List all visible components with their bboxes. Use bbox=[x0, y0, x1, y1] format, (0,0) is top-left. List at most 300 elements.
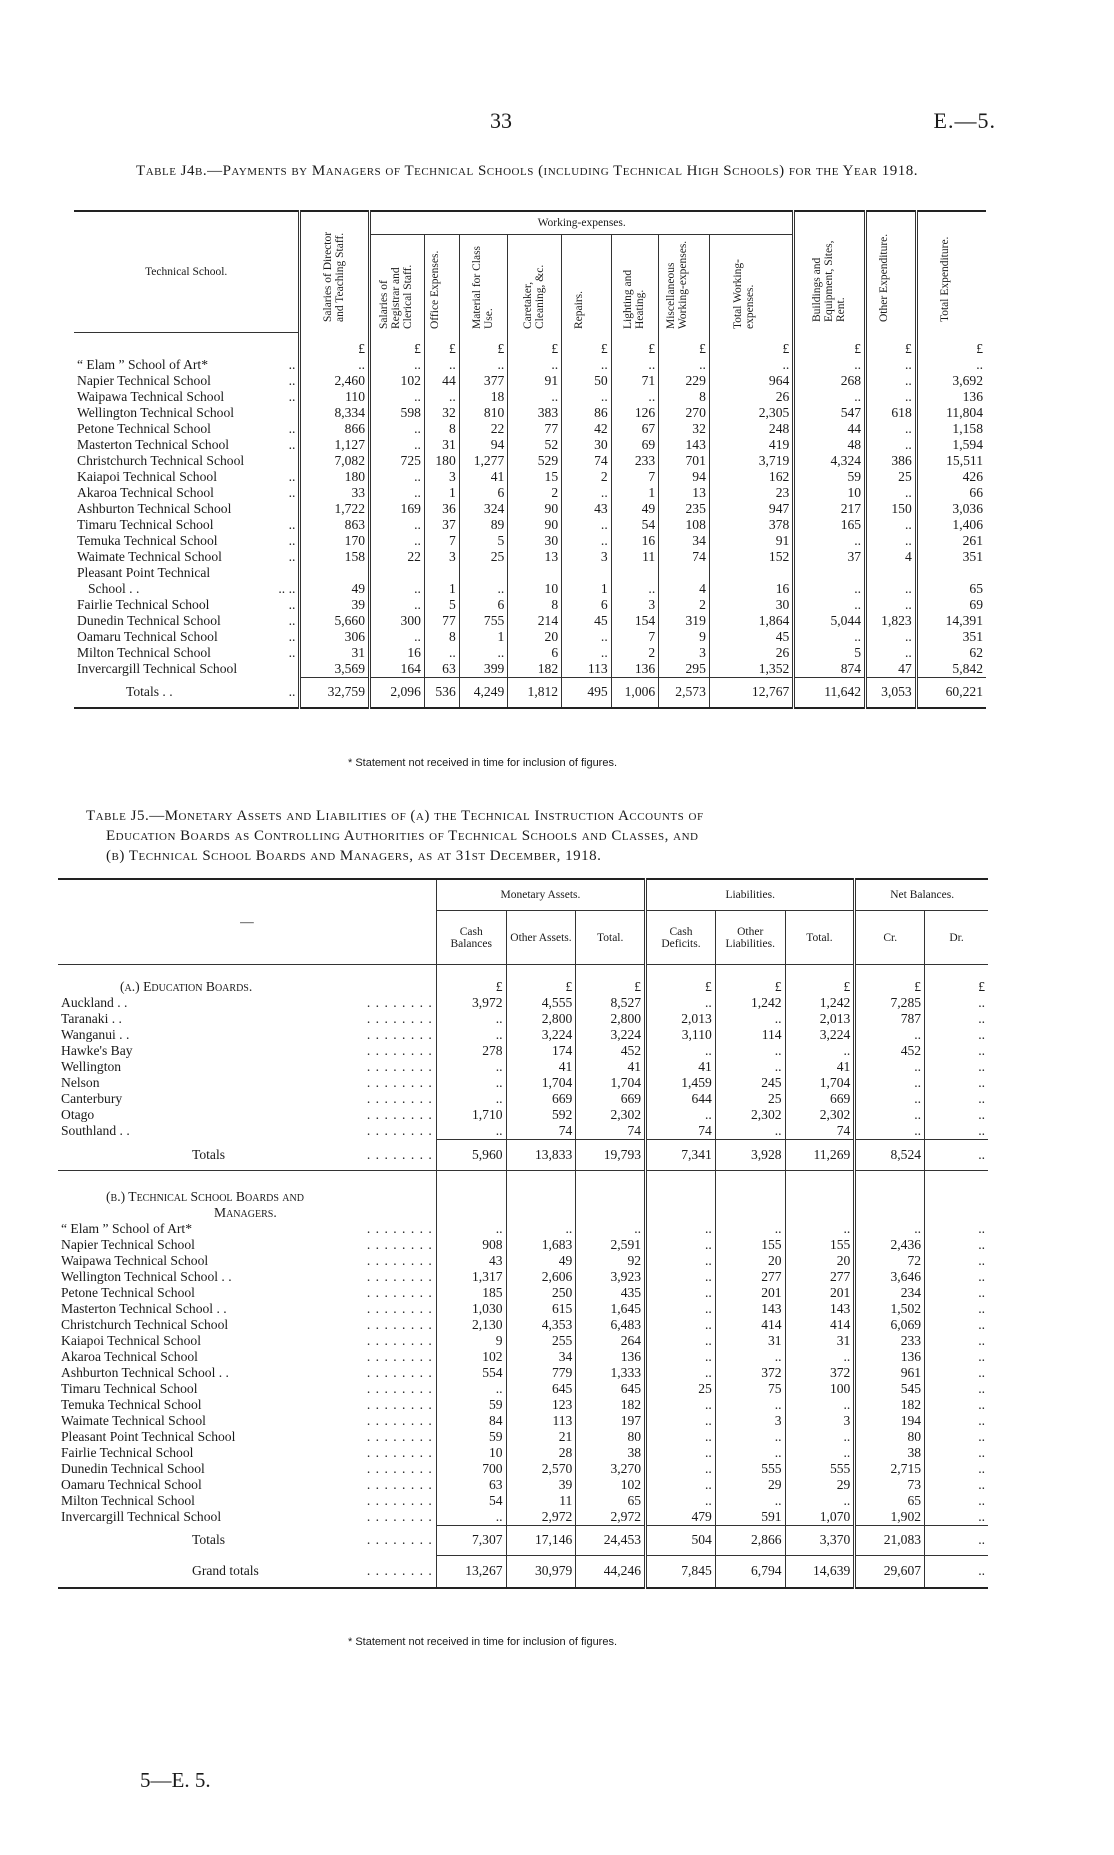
school-name bbox=[74, 661, 300, 678]
cell-value: .. bbox=[508, 389, 562, 405]
cell-value: 2 bbox=[562, 469, 612, 485]
cell-value: 143 bbox=[785, 1301, 855, 1317]
cell-value: 77 bbox=[424, 613, 459, 629]
cell-value: .. bbox=[925, 1269, 988, 1285]
cell-value: 155 bbox=[785, 1237, 855, 1253]
cell-value: 31 bbox=[424, 437, 459, 453]
cell-value: .. bbox=[925, 1381, 988, 1397]
cell-value: 197 bbox=[576, 1413, 646, 1429]
cell-value: 2 bbox=[611, 645, 659, 661]
currency-symbol: £ bbox=[709, 333, 793, 357]
leader-dots: .. bbox=[288, 596, 296, 612]
leader-dots: .. bbox=[288, 372, 296, 388]
table-row bbox=[58, 1107, 988, 1123]
school-name-text: Pleasant Point Technical bbox=[77, 564, 211, 580]
cell-value: 1,704 bbox=[576, 1075, 646, 1091]
cell-value: 169 bbox=[370, 501, 425, 517]
leader-dots: . . . . . . . . bbox=[366, 1563, 433, 1578]
row-label-text: Oamaru Technical School bbox=[61, 1476, 202, 1492]
cell-value: 669 bbox=[506, 1091, 576, 1107]
cell-value: 182 bbox=[576, 1397, 646, 1413]
cell-value: 24,453 bbox=[576, 1525, 646, 1555]
currency-symbol: £ bbox=[611, 333, 659, 357]
monetary-assets-header: Monetary Assets. bbox=[436, 879, 645, 911]
cell-value: .. bbox=[794, 389, 866, 405]
cell-value: 452 bbox=[855, 1043, 925, 1059]
cell-value: 10 bbox=[436, 1445, 506, 1461]
school-name-text: Masterton Technical School bbox=[77, 436, 230, 452]
cell-value: .. bbox=[715, 1493, 785, 1509]
cell-value: 45 bbox=[709, 629, 793, 645]
leader-dots: . . . . . . . . bbox=[366, 1316, 433, 1332]
leader-dots: . . . . . . . . bbox=[366, 1460, 433, 1476]
cell-value: 618 bbox=[866, 405, 917, 421]
total-value: 2,573 bbox=[659, 677, 710, 708]
cell-value: 5,044 bbox=[794, 613, 866, 629]
table-row bbox=[58, 1429, 988, 1445]
cell-value: 2,800 bbox=[506, 1011, 576, 1027]
cell-value: .. bbox=[925, 1011, 988, 1027]
cell-value: .. bbox=[646, 1253, 716, 1269]
cell-value: 863 bbox=[300, 517, 370, 533]
cell-value: .. bbox=[866, 629, 917, 645]
leader-dots: .. bbox=[288, 436, 296, 452]
cell-value: .. bbox=[646, 1477, 716, 1493]
cell-value: 235 bbox=[659, 501, 710, 517]
row-label-text: Napier Technical School bbox=[61, 1236, 195, 1252]
cell-value: 669 bbox=[576, 1091, 646, 1107]
cell-value: .. bbox=[508, 357, 562, 373]
table-row bbox=[58, 1091, 988, 1107]
table-row bbox=[74, 501, 986, 517]
cell-value: 545 bbox=[855, 1381, 925, 1397]
school-name bbox=[74, 581, 300, 597]
cell-value: 7 bbox=[424, 533, 459, 549]
cell-value: 3,224 bbox=[785, 1027, 855, 1043]
cell-value: 261 bbox=[916, 533, 986, 549]
table-row bbox=[74, 661, 986, 678]
cell-value: 48 bbox=[794, 437, 866, 453]
leader-dots: . . . . . . . . bbox=[366, 1532, 433, 1547]
cell-value: 180 bbox=[424, 453, 459, 469]
currency-symbol: £ bbox=[436, 965, 506, 996]
cell-value: 20 bbox=[785, 1253, 855, 1269]
cell-value: 233 bbox=[611, 453, 659, 469]
cell-value: 964 bbox=[709, 373, 793, 389]
leader-dots: . . . . . . . . bbox=[366, 1380, 433, 1396]
cell-value: 5,960 bbox=[436, 1140, 506, 1171]
cell-value: .. bbox=[866, 645, 917, 661]
cell-value: .. bbox=[855, 1107, 925, 1123]
cell-value: 29,607 bbox=[855, 1555, 925, 1588]
cell-value bbox=[659, 565, 710, 581]
row-label-text: Otago bbox=[61, 1107, 95, 1122]
currency-symbol: £ bbox=[659, 333, 710, 357]
cell-value: .. bbox=[866, 517, 917, 533]
row-label bbox=[58, 1011, 436, 1027]
cell-value: 18 bbox=[459, 389, 508, 405]
cell-value: 15,511 bbox=[916, 453, 986, 469]
row-label-text: Temuka Technical School bbox=[61, 1396, 202, 1412]
empty-cell bbox=[715, 1170, 785, 1205]
cell-value: .. bbox=[370, 517, 425, 533]
cell-value bbox=[611, 565, 659, 581]
cell-value: 615 bbox=[506, 1301, 576, 1317]
row-label-text: Wanganui . . bbox=[61, 1027, 130, 1042]
cell-value: 59 bbox=[794, 469, 866, 485]
empty-cell bbox=[436, 1170, 506, 1205]
cell-value: 377 bbox=[459, 373, 508, 389]
col-material: Material for Class Use. bbox=[459, 235, 508, 333]
cell-value: .. bbox=[646, 1493, 716, 1509]
total-value: 1,812 bbox=[508, 677, 562, 708]
cell-value: 592 bbox=[506, 1107, 576, 1123]
cell-value: 2,460 bbox=[300, 373, 370, 389]
cell-value: 89 bbox=[459, 517, 508, 533]
cell-value: 1 bbox=[611, 485, 659, 501]
cell-value: .. bbox=[855, 1123, 925, 1140]
cell-value: 1 bbox=[562, 581, 612, 597]
cell-value: 372 bbox=[785, 1365, 855, 1381]
cell-value: 5,660 bbox=[300, 613, 370, 629]
row-label bbox=[58, 1301, 436, 1317]
leader-dots: . . . . . . . . bbox=[366, 1364, 433, 1380]
cell-value: 90 bbox=[508, 501, 562, 517]
cell-value: 3,270 bbox=[576, 1461, 646, 1477]
cell-value: .. bbox=[925, 1365, 988, 1381]
currency-symbol: £ bbox=[370, 333, 425, 357]
total-value: 12,767 bbox=[709, 677, 793, 708]
cell-value: 1,683 bbox=[506, 1237, 576, 1253]
table-j5-title-line3: (b) Technical School Boards and Managers, as at 31st December, 1918. bbox=[106, 848, 602, 864]
cell-value: 7,845 bbox=[646, 1555, 716, 1588]
col-total-expenditure: Total Expenditure. bbox=[916, 211, 986, 333]
cell-value: 947 bbox=[709, 501, 793, 517]
table-row bbox=[58, 1043, 988, 1059]
currency-symbol: £ bbox=[794, 333, 866, 357]
cell-value: .. bbox=[562, 357, 612, 373]
cell-value: .. bbox=[925, 1429, 988, 1445]
cell-value: 136 bbox=[576, 1349, 646, 1365]
cell-value: 324 bbox=[459, 501, 508, 517]
cell-value: 1,594 bbox=[916, 437, 986, 453]
empty-cell bbox=[646, 1205, 716, 1221]
cell-value: 2,570 bbox=[506, 1461, 576, 1477]
cell-value: 1,502 bbox=[855, 1301, 925, 1317]
leader-dots: . . . . . . . . bbox=[366, 1268, 433, 1284]
cell-value: .. bbox=[459, 581, 508, 597]
cell-value: 3 bbox=[424, 469, 459, 485]
cell-value: 65 bbox=[576, 1493, 646, 1509]
leader-dots: . . . . . . . . bbox=[366, 1332, 433, 1348]
cell-value: 32 bbox=[659, 421, 710, 437]
cell-value: 700 bbox=[436, 1461, 506, 1477]
table-row bbox=[74, 373, 986, 389]
cell-value: .. bbox=[855, 1075, 925, 1091]
cell-value: 13 bbox=[508, 549, 562, 565]
row-label bbox=[58, 1269, 436, 1285]
cell-value: .. bbox=[646, 1413, 716, 1429]
cell-value: 1 bbox=[424, 485, 459, 501]
cell-value: .. bbox=[646, 1301, 716, 1317]
row-label-text: Grand totals bbox=[192, 1563, 259, 1578]
cell-value: 11,269 bbox=[785, 1140, 855, 1171]
cell-value: 3 bbox=[715, 1413, 785, 1429]
cell-value: 31 bbox=[785, 1333, 855, 1349]
cell-value: .. bbox=[925, 1059, 988, 1075]
cell-value: .. bbox=[370, 421, 425, 437]
leader-dots: .. bbox=[288, 684, 296, 699]
cell-value: 1,459 bbox=[646, 1075, 716, 1091]
cell-value: 26 bbox=[709, 645, 793, 661]
cell-value: 2,013 bbox=[646, 1011, 716, 1027]
cell-value: 91 bbox=[709, 533, 793, 549]
school-name-text: School . . bbox=[88, 580, 140, 596]
school-name bbox=[74, 357, 300, 373]
table-row bbox=[74, 597, 986, 613]
cell-value: 3 bbox=[785, 1413, 855, 1429]
cell-value: 2 bbox=[659, 597, 710, 613]
currency-symbol: £ bbox=[562, 333, 612, 357]
table-row bbox=[58, 1301, 988, 1317]
cell-value: 1,902 bbox=[855, 1509, 925, 1526]
cell-value: 233 bbox=[855, 1333, 925, 1349]
cell-value: 2,606 bbox=[506, 1269, 576, 1285]
cell-value: .. bbox=[646, 1237, 716, 1253]
cell-value: 52 bbox=[508, 437, 562, 453]
cell-value: .. bbox=[866, 421, 917, 437]
table-row bbox=[58, 1461, 988, 1477]
row-label bbox=[58, 1461, 436, 1477]
cell-value: .. bbox=[925, 1140, 988, 1171]
col-caretaker: Caretaker, Cleaning, &c. bbox=[508, 235, 562, 333]
table-row bbox=[58, 1493, 988, 1509]
row-label bbox=[58, 1555, 436, 1588]
currency-symbol: £ bbox=[715, 965, 785, 996]
leader-dots: . . . . . . . . bbox=[366, 1075, 433, 1090]
page-number: 33 bbox=[490, 108, 512, 133]
cell-value: 1,333 bbox=[576, 1365, 646, 1381]
section-b-label: (b.) Technical School Boards and bbox=[58, 1170, 436, 1205]
row-label bbox=[58, 1429, 436, 1445]
cell-value: .. bbox=[785, 1349, 855, 1365]
cell-value: .. bbox=[562, 645, 612, 661]
cell-value: 529 bbox=[508, 453, 562, 469]
cell-value: 908 bbox=[436, 1237, 506, 1253]
cell-value: .. bbox=[646, 1397, 716, 1413]
cell-value: 143 bbox=[715, 1301, 785, 1317]
col-misc: Miscellaneous Working-expenses. bbox=[659, 235, 710, 333]
cell-value: 3,224 bbox=[506, 1027, 576, 1043]
table-row bbox=[58, 1397, 988, 1413]
cell-value: 49 bbox=[506, 1253, 576, 1269]
cell-value: 38 bbox=[855, 1445, 925, 1461]
table-row bbox=[58, 1221, 988, 1237]
cell-value: 6 bbox=[508, 645, 562, 661]
cell-value: 74 bbox=[562, 453, 612, 469]
cell-value: 5 bbox=[794, 645, 866, 661]
cell-value: 44,246 bbox=[576, 1555, 646, 1588]
cell-value: 383 bbox=[508, 405, 562, 421]
cell-value: 33 bbox=[300, 485, 370, 501]
row-label bbox=[58, 1381, 436, 1397]
leader-dots: .. bbox=[288, 388, 296, 404]
row-label-text: Dunedin Technical School bbox=[61, 1460, 205, 1476]
cell-value: 1,242 bbox=[785, 995, 855, 1011]
cell-value: 787 bbox=[855, 1011, 925, 1027]
cell-value: 65 bbox=[916, 581, 986, 597]
table-j5-title-line2: Education Boards as Controlling Authorities of Technical Schools and Classes, and bbox=[106, 828, 699, 844]
col-cr: Cr. bbox=[855, 911, 925, 965]
cell-value: 41 bbox=[646, 1059, 716, 1075]
cell-value: .. bbox=[925, 1317, 988, 1333]
cell-value: .. bbox=[855, 1027, 925, 1043]
row-label-text: “ Elam ” School of Art* bbox=[61, 1220, 192, 1236]
row-label bbox=[58, 1493, 436, 1509]
total-value: 2,096 bbox=[370, 677, 425, 708]
cell-value: 6 bbox=[562, 597, 612, 613]
cell-value: 6 bbox=[459, 597, 508, 613]
cell-value: 25 bbox=[866, 469, 917, 485]
cell-value: .. bbox=[866, 533, 917, 549]
school-name-text: Waimate Technical School bbox=[77, 548, 222, 564]
cell-value: 598 bbox=[370, 405, 425, 421]
cell-value: .. bbox=[785, 1493, 855, 1509]
cell-value: 155 bbox=[715, 1237, 785, 1253]
cell-value: .. bbox=[925, 1107, 988, 1123]
cell-value: 74 bbox=[659, 549, 710, 565]
cell-value: 31 bbox=[300, 645, 370, 661]
cell-value: .. bbox=[794, 357, 866, 373]
cell-value: 16 bbox=[370, 645, 425, 661]
cell-value: 50 bbox=[562, 373, 612, 389]
cell-value: 154 bbox=[611, 613, 659, 629]
row-label bbox=[58, 1091, 436, 1107]
cell-value: 21 bbox=[506, 1429, 576, 1445]
cell-value: 25 bbox=[646, 1381, 716, 1397]
cell-value: 32 bbox=[424, 405, 459, 421]
cell-value: 22 bbox=[370, 549, 425, 565]
cell-value: .. bbox=[646, 1461, 716, 1477]
table-j4b bbox=[74, 210, 986, 709]
currency-row-label bbox=[74, 333, 300, 357]
leader-dots: . . . . . . . . bbox=[366, 1123, 433, 1139]
cell-value: .. bbox=[646, 1317, 716, 1333]
table-row bbox=[74, 645, 986, 661]
cell-value: 113 bbox=[506, 1413, 576, 1429]
cell-value: 13,267 bbox=[436, 1555, 506, 1588]
cell-value: 152 bbox=[709, 549, 793, 565]
cell-value: 504 bbox=[646, 1525, 716, 1555]
cell-value: 3,719 bbox=[709, 453, 793, 469]
school-name-text: Waipawa Technical School bbox=[77, 388, 225, 404]
row-label-text: Canterbury bbox=[61, 1091, 123, 1106]
table-j5-footnote: * Statement not received in time for inclusion of figures. bbox=[348, 1636, 618, 1648]
totals-row bbox=[74, 677, 986, 708]
school-name bbox=[74, 453, 300, 469]
cell-value: .. bbox=[866, 485, 917, 501]
cell-value: 669 bbox=[785, 1091, 855, 1107]
cell-value: .. bbox=[785, 1397, 855, 1413]
table-row bbox=[58, 1333, 988, 1349]
leader-dots: . . . . . . . . bbox=[366, 1146, 433, 1162]
cell-value: 3,692 bbox=[916, 373, 986, 389]
cell-value: 1,317 bbox=[436, 1269, 506, 1285]
table-row bbox=[74, 421, 986, 437]
row-label-text: Invercargill Technical School bbox=[61, 1508, 222, 1524]
sheet-code: 5—E. 5. bbox=[140, 1768, 211, 1792]
row-label bbox=[58, 1285, 436, 1301]
j5-blank-header: — bbox=[240, 914, 254, 929]
section-a-label: (a.) Education Boards. bbox=[58, 965, 436, 996]
cell-value: 29 bbox=[715, 1477, 785, 1493]
cell-value: .. bbox=[925, 1555, 988, 1588]
cell-value: 69 bbox=[916, 597, 986, 613]
cell-value: 165 bbox=[794, 517, 866, 533]
cell-value: 41 bbox=[576, 1059, 646, 1075]
cell-value: 217 bbox=[794, 501, 866, 517]
cell-value: .. bbox=[715, 1445, 785, 1461]
cell-value: 74 bbox=[576, 1123, 646, 1140]
cell-value: 419 bbox=[709, 437, 793, 453]
cell-value: .. bbox=[925, 1123, 988, 1140]
cell-value: 39 bbox=[506, 1477, 576, 1493]
cell-value: .. bbox=[436, 1221, 506, 1237]
leader-dots: .. bbox=[288, 612, 296, 628]
leader-dots: . . . . . . . . bbox=[366, 1300, 433, 1316]
cell-value: 591 bbox=[715, 1509, 785, 1526]
cell-value: 59 bbox=[436, 1429, 506, 1445]
cell-value: 136 bbox=[611, 661, 659, 678]
cell-value: 54 bbox=[611, 517, 659, 533]
school-name bbox=[74, 405, 300, 421]
row-label-text: Wellington bbox=[61, 1059, 122, 1074]
cell-value: 65 bbox=[855, 1493, 925, 1509]
cell-value: 25 bbox=[459, 549, 508, 565]
cell-value: .. bbox=[715, 1349, 785, 1365]
table-row bbox=[74, 389, 986, 405]
cell-value: 2,436 bbox=[855, 1237, 925, 1253]
leader-dots: . . . . . . . . bbox=[366, 1428, 433, 1444]
cell-value: 180 bbox=[300, 469, 370, 485]
leader-dots: . . . . . . . . bbox=[366, 1444, 433, 1460]
currency-symbol: £ bbox=[916, 333, 986, 357]
cell-value: .. bbox=[855, 1221, 925, 1237]
col-buildings: Buildings and Equipment, Sites, Rent. bbox=[794, 211, 866, 333]
cell-value bbox=[424, 565, 459, 581]
empty-cell bbox=[855, 1170, 925, 1205]
table-row bbox=[58, 1381, 988, 1397]
cell-value: 250 bbox=[506, 1285, 576, 1301]
cell-value: 2 bbox=[508, 485, 562, 501]
row-label bbox=[58, 1140, 436, 1171]
row-label bbox=[58, 1107, 436, 1123]
cell-value: 6,483 bbox=[576, 1317, 646, 1333]
school-name bbox=[74, 501, 300, 517]
cell-value: .. bbox=[370, 533, 425, 549]
cell-value: 3 bbox=[562, 549, 612, 565]
cell-value: 270 bbox=[659, 405, 710, 421]
cell-value: 36 bbox=[424, 501, 459, 517]
cell-value: 255 bbox=[506, 1333, 576, 1349]
col-cash-deficits: Cash Deficits. bbox=[646, 911, 716, 965]
leader-dots: . . . . . . . . bbox=[366, 1348, 433, 1364]
cell-value: 54 bbox=[436, 1493, 506, 1509]
school-name-text: Invercargill Technical School bbox=[77, 660, 238, 676]
cell-value: .. bbox=[925, 1237, 988, 1253]
table-row bbox=[74, 517, 986, 533]
table-row bbox=[74, 581, 986, 597]
